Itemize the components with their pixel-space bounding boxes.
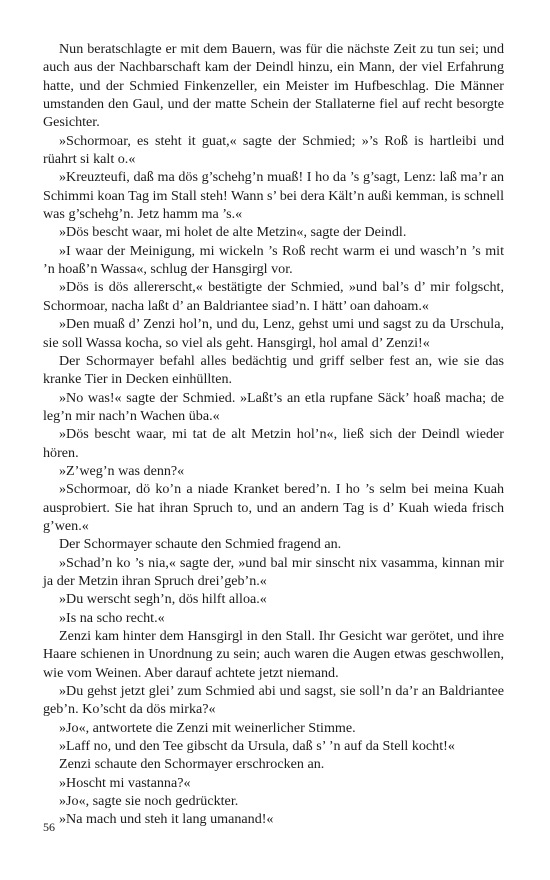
paragraph-17: Zenzi kam hinter dem Hansgirgl in den Stall. Ihr Gesicht war gerötet, und ihre Haare schienen in Unordnung zu sein; auch waren die Augen etwas geschwollen, wie vom Weinen. Aber darauf achtete jetzt niemand. (43, 628, 504, 681)
paragraph-24: »Na mach und steh it lang umanand!« (59, 811, 274, 828)
paragraph-11: »Z’weg’n was denn?« (59, 462, 185, 479)
page-number: 56 (43, 820, 55, 834)
paragraph-2: »Schormoar, es steht it guat,« sagte der Schmied; »’s Roß is hartleibi und rüahrt si kalt o.« (43, 132, 504, 168)
paragraph-23: »Jo«, sagte sie noch gedrückter. (59, 793, 239, 810)
paragraph-18: »Du gehst jetzt glei’ zum Schmied abi und sagst, sie soll’n da’r an Baldriantee geb’n. Ko’scht da dös mirka?« (43, 683, 504, 718)
paragraph-14: »Schad’n ko ’s nia,« sagte der, »und bal mir sinscht nix vasamma, kinnan mir ja der Metzin ihran Spruch drei’geb’n.« (43, 554, 504, 589)
paragraph-3: »Kreuzteufi, daß ma dös g’schehg’n muaß! I ho da ’s g’sagt, Lenz: laß ma’r an Schimmi koan Tag im Stall steh! Wann s’ bei dera Kält’n außi kemman, is schnell was g’schehg’n. Jetz hamm ma ’s.« (43, 169, 504, 223)
paragraph-19: »Jo«, antwortete die Zenzi mit weinerlicher Stimme. (59, 719, 356, 736)
paragraph-16: »Is na scho recht.« (59, 609, 165, 626)
page-body (43, 40, 504, 829)
paragraph-9: »No was!« sagte der Schmied. »Laßt’s an etla rupfane Säck’ hoaß macha; de leg’n mir nach’n Wachen üba.« (43, 389, 504, 424)
paragraph-7: »Den muaß d’ Zenzi hol’n, und du, Lenz, gehst umi und sagst zu da Urschula, sie soll Wassa kocha, so viel als geht. Hansgirgl, hol amal d’ Zenzi!« (43, 316, 504, 351)
paragraph-15: »Du werscht segh’n, dös hilft alloa.« (59, 591, 267, 608)
paragraph-22: »Hoscht mi vastanna?« (59, 774, 191, 791)
paragraph-1: Nun beratschlagte er mit dem Bauern, was für die nächste Zeit zu tun sei; und auch aus der Nachbarschaft kam der Deindl hinzu, ein Mann, der viel Erfahrung hatte, und der Schmied Finkenzeller, ein Meister im Hufbeschlag. Die Männer umstanden den Gaul, und der matte Schein der Stallaterne fiel auf recht besorgte Gesichter. (43, 41, 504, 131)
paragraph-6: »Dös is dös allererscht,« bestätigte der Schmied, »und bal’s d’ mir folgscht, Schormoar, nacha laßt d’ an Baldriantee siad’n. I hätt’ oan dahoam.« (43, 279, 504, 314)
paragraph-4: »Dös bescht waar, mi holet de alte Metzin«, sagte der Deindl. (59, 224, 407, 241)
paragraph-13: Der Schormayer schaute den Schmied fragend an. (59, 536, 342, 553)
paragraph-10: »Dös bescht waar, mi tat de alt Metzin hol’n«, ließ sich der Deindl wieder hören. (43, 426, 504, 461)
paragraph-8: Der Schormayer befahl alles bedächtig und griff selber fest an, wie sie das kranke Tier in Decken einhüllten. (43, 352, 504, 388)
paragraph-12: »Schormoar, dö ko’n a niade Kranket bered’n. I ho ’s selm bei meina Kuah ausprobiert. Sie hat ihran Spruch to, und an andern Tag is d’ Kuah wieda frisch g’wen.« (43, 481, 504, 534)
paragraph-5: »I waar der Meinigung, mi wickeln ’s Roß recht warm ei und wasch’n ’s mit ’n hoaß’n Wassa«, schlug der Hansgirgl vor. (43, 242, 504, 278)
paragraph-20: »Laff no, und den Tee gibscht da Ursula, daß s’ ’n auf da Stell kocht!« (59, 738, 455, 755)
paragraph-21: Zenzi schaute den Schormayer erschrocken an. (59, 756, 325, 773)
